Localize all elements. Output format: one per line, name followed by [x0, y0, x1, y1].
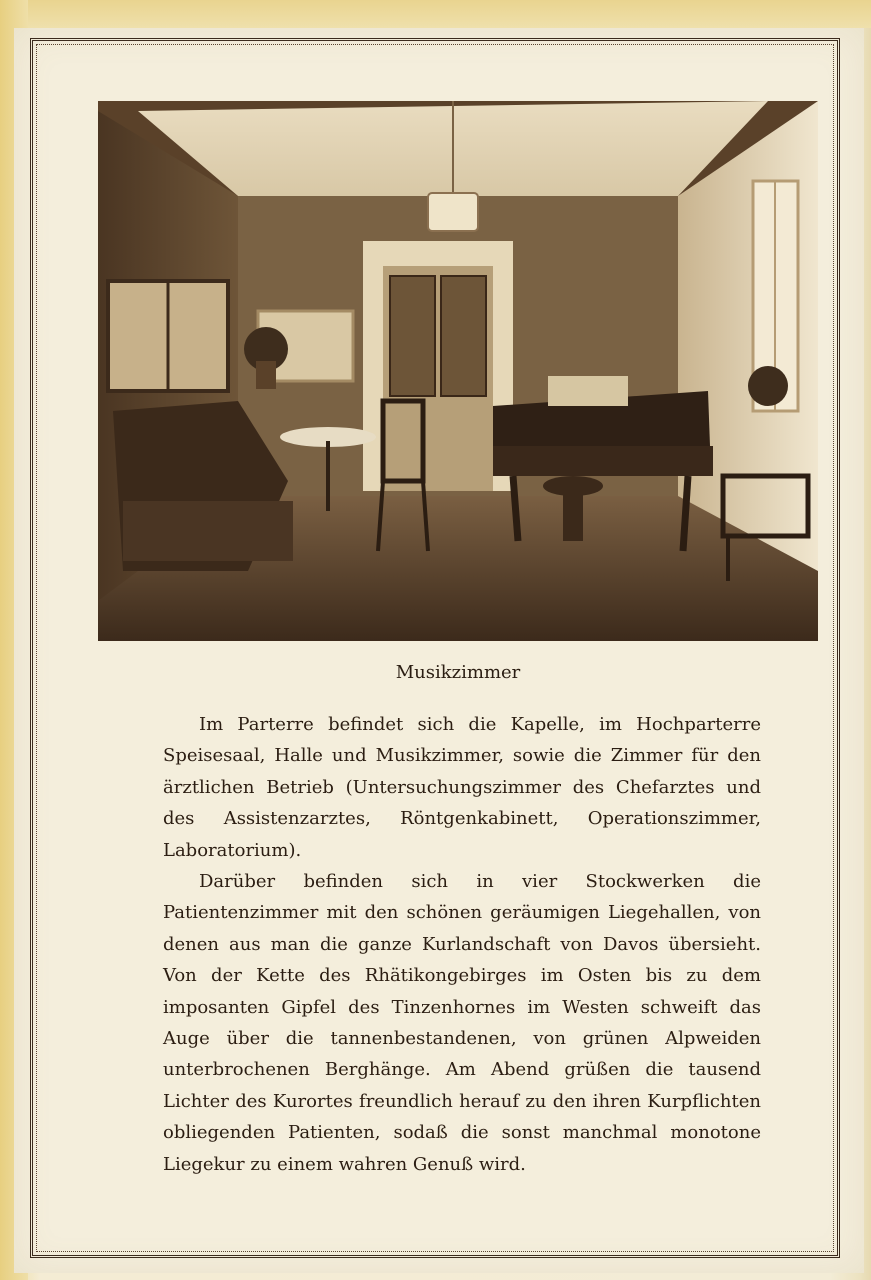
- music-room-photo: [98, 101, 818, 641]
- body-text: [163, 709, 761, 1180]
- photo-caption: Musikzimmer: [395, 662, 521, 683]
- paragraph-1: Im Parterre befindet sich die Kapelle, im Hochparterre Speisesaal, Halle und Musikzimmer, sowie die Zimmer für den ärztlichen Betrieb (Untersuchungszimmer des Chefarztes und des Assistenzarztes, Röntgenkabinett, Operationszimmer, Laboratorium).: [163, 714, 761, 861]
- paper-edge-top: [0, 0, 871, 28]
- paragraph-2: Darüber befinden sich in vier Stockwerken die Patientenzimmer mit den schönen geräumigen Liegehallen, von denen aus man die ganze Kurlandschaft von Davos übersieht. Von der Kette des Rhätikongebirges im Osten bis zu dem imposanten Gipfel des Tinzenhornes im Westen schweift das Auge über die tannenbestandenen, von grünen Alpweiden unterbrochenen Berghänge. Am Abend grüßen die tausend Lichter des Kurortes freundlich herauf zu den ihren Kurpflichten obliegenden Patienten, sodaß die sonst manchmal monotone Liegekur zu einem wahren Genuß wird.: [163, 871, 761, 1175]
